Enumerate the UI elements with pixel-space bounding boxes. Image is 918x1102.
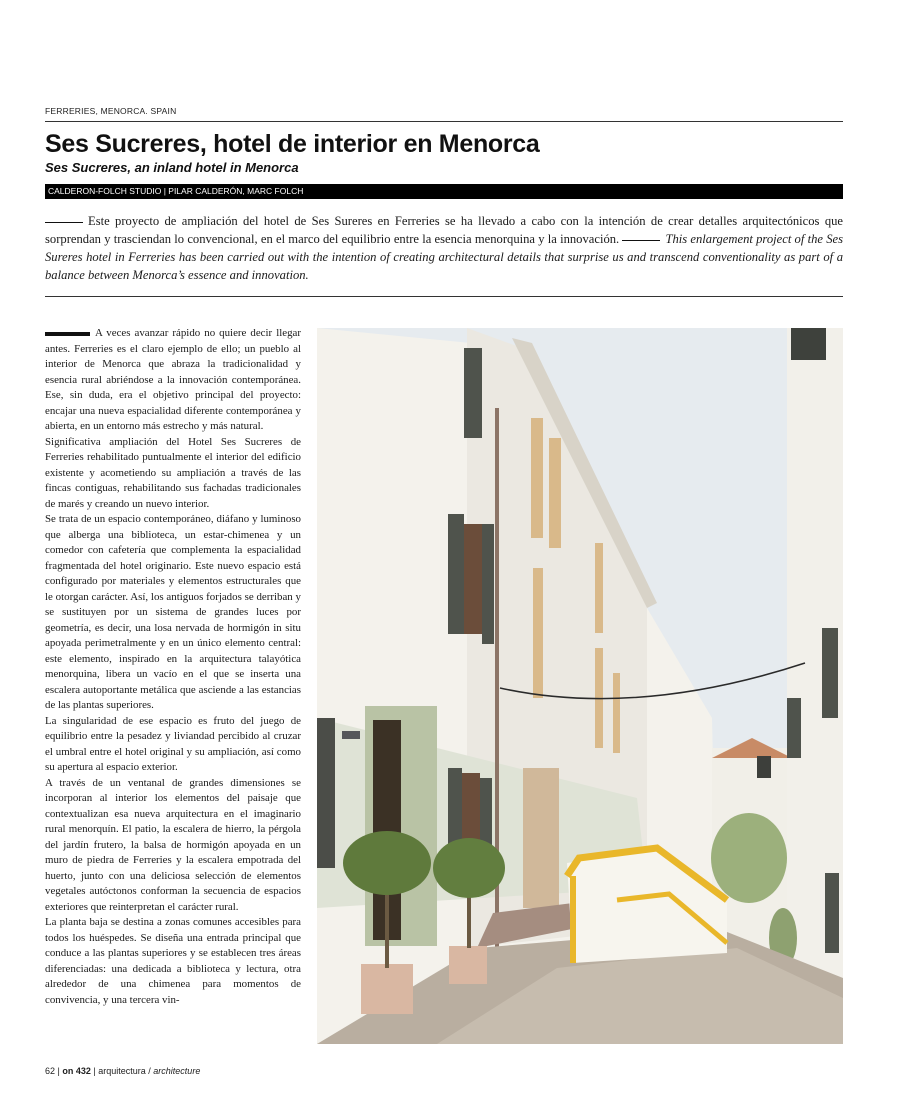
shutter-mid-right xyxy=(482,524,494,644)
wall-lamp xyxy=(342,731,360,739)
article-title: Ses Sucreres, hotel de interior en Menorca xyxy=(45,130,540,158)
intro-spanish: Este proyecto de ampliación del hotel de Ses Sureres en Ferreries se ha llevado a cabo con la intención de crear detalles arquitectónicos que sorprendan y trasciendan lo convencional, en el marco del equilibrio entre la esencia menorquina y la innovación. xyxy=(45,214,843,246)
credits-bar: CALDERON-FOLCH STUDIO | PILAR CALDERÓN, MARC FOLCH xyxy=(45,184,843,199)
ochre-shutter-2 xyxy=(549,438,561,548)
page-number: 62 xyxy=(45,1066,56,1076)
tree-canopy-left xyxy=(343,831,431,895)
shutter-mid-left xyxy=(448,514,464,634)
section-english: architecture xyxy=(153,1066,201,1076)
ochre-shutter-1 xyxy=(531,418,543,538)
body-paragraph-text: A veces avanzar rápido no quiere decir llegar antes. Ferreries es el claro ejemplo de ello; un pueblo al interior de Menorca que abraza la tradicionalidad y esencia rural abriéndose a la innovación contemporánea. Ese, sin duda, era el objetivo principal del proyecto: encajar una nueva espacialidad diferente contemporánea y abierta, en un entorno más estrecho y más natural. xyxy=(45,327,301,432)
lead-bar xyxy=(45,332,90,336)
article-subtitle: Ses Sucreres, an inland hotel in Menorca xyxy=(45,160,299,175)
location-kicker: FERRERIES, MENORCA. SPAIN xyxy=(45,106,177,116)
intro-dash xyxy=(45,222,83,223)
ochre-shutter-4 xyxy=(595,543,603,633)
body-column xyxy=(45,326,301,1008)
tree-trunk-left xyxy=(385,883,389,968)
doorway-2 xyxy=(523,768,559,908)
dark-shutter-left xyxy=(317,718,335,868)
body-paragraph: A través de un ventanal de grandes dimensiones se incorporan al interior los elementos del paisaje que contextualizan esa nueva arquitectura en el imaginario rural menorquín. El patio, la escalera de hierro, la pérgola del jardín frutero, la balsa de hormigón apoyada en un muro de piedra de Ferreries y la escalera empotrada del huerto, junto con una deliciosa selección de elementos vegetales autóctonos conforman la secuencia de espacios exteriores que reinterpretan el carácter rural. xyxy=(45,776,301,913)
shutter-right-3 xyxy=(825,873,839,953)
header-divider xyxy=(45,121,843,122)
page-footer: 62 | on 432 | arquitectura / architecture xyxy=(45,1066,201,1076)
far-vines xyxy=(711,813,787,903)
shutter-upper-1 xyxy=(464,348,482,438)
planter-left xyxy=(361,964,413,1014)
body-paragraph: Se trata de un espacio contemporáneo, diáfano y luminoso que alberga una biblioteca, un estar-chimenea y un comedor con cafetería que complementa la espacialidad fragmentada del hotel originario. Este nuevo espacio está configurado por materiales y elementos estructurales que le otorgan carácter. Así, los antiguos forjados se derriban y se sustituyen por un sistema de grandes luces por geometría, es decir, una losa nervada de hormigón in situ apoyada perimetralmente y en un único elemento central: este elemento, inspirado en la arquitectura talayótica menorquina, libera un vacío en el que se inserta una escalera autoportante metálica que asciende a las estancias de las plantas superiores. xyxy=(45,513,301,711)
street-lamp xyxy=(757,756,771,778)
shutter-right-2 xyxy=(787,698,801,758)
body-paragraph: Significativa ampliación del Hotel Ses Sucreres de Ferreries rehabilitado puntualmente el interior del edificio existente y acometiendo su ampliación a través de las fincas contiguas, rehabilitando sus fachadas tradicionales de marés y creando un nuevo interior. xyxy=(45,435,301,510)
intro-dash-english xyxy=(622,240,660,241)
section-spanish: arquitectura xyxy=(98,1066,146,1076)
shutter-right-1 xyxy=(822,628,838,718)
ochre-shutter-6 xyxy=(613,673,620,753)
intro-paragraph xyxy=(45,212,843,284)
intro-english: This enlargement project of the Ses Sureres hotel in Ferreries has been carried out with the intention of creating architectural details that surprise us and transcend conventionality as part of a balance between Menorca’s essence and innovation. xyxy=(45,232,843,282)
planter-right xyxy=(449,946,487,984)
tree-canopy-right xyxy=(433,838,505,898)
section-separator: / xyxy=(148,1066,151,1076)
body-paragraph: La planta baja se destina a zonas comunes accesibles para todos los huéspedes. Se diseña una entrada principal que conduce a las plantas superiores y se establecen tres áreas diferenciadas: una dedicada a biblioteca y lectura, otra alrededor de una chimenea para momentos de convivencia, y una tercera vin- xyxy=(45,916,301,1006)
street-photo xyxy=(317,328,843,1044)
intro-divider xyxy=(45,296,843,297)
body-paragraph: La singularidad de ese espacio es fruto del juego de equilibrio entre la pesadez y liviandad percibido al cruzar el umbral entre el hotel original y su ampliación, así como su apertura al espacio exterior. xyxy=(45,714,301,773)
window-mid xyxy=(464,524,482,634)
ochre-shutter-3 xyxy=(533,568,543,698)
shutter-right-top xyxy=(791,328,826,360)
magazine-issue: on 432 xyxy=(62,1066,91,1076)
body-paragraph xyxy=(45,326,301,435)
